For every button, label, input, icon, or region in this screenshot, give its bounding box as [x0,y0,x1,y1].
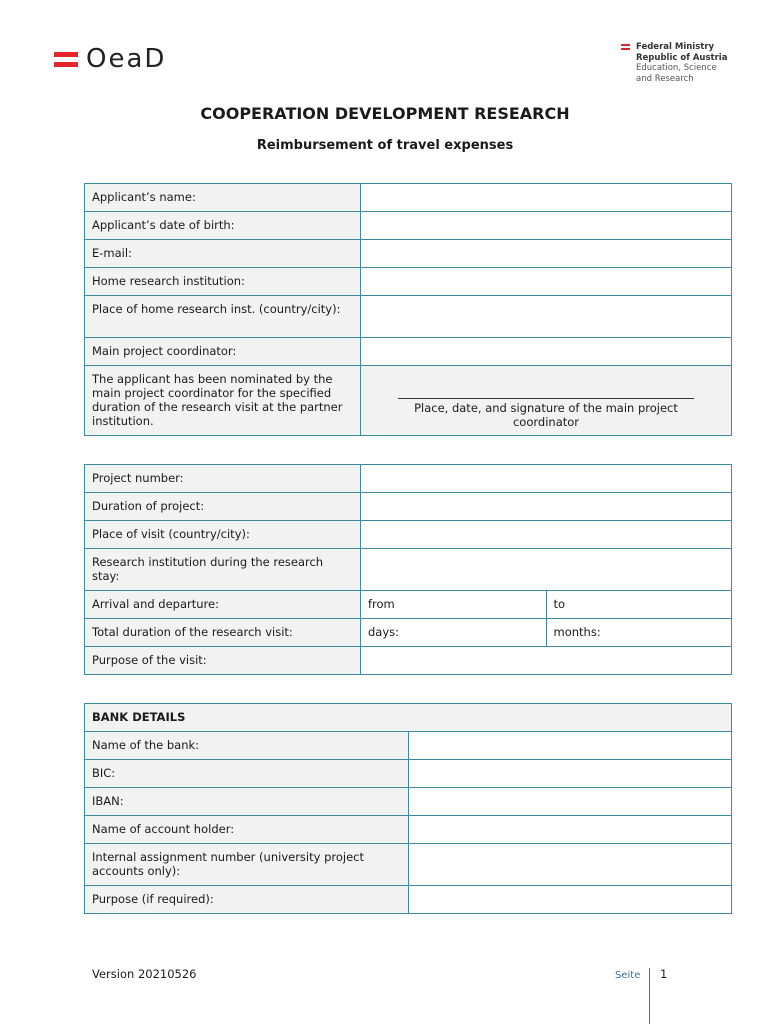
visit-place-label: Place of visit (country/city): [85,521,361,549]
applicant-name-field[interactable] [361,184,732,212]
project-duration-label: Duration of project: [85,493,361,521]
bank-purpose-field[interactable] [408,886,732,914]
nomination-text: The applicant has been nominated by the main project coordinator for the specified duration of the research visit at the partner institution. [85,366,361,436]
project-number-field[interactable] [361,465,732,493]
internal-number-label: Internal assignment number (university project accounts only): [85,844,409,886]
account-holder-field[interactable] [408,816,732,844]
small-flag-icon [621,44,630,50]
signature-caption: Place, date, and signature of the main project coordinator [398,398,694,429]
departure-to-field[interactable]: to [546,591,732,619]
seite-label: Seite [615,970,641,981]
coordinator-label: Main project coordinator: [85,338,361,366]
visit-purpose-label: Purpose of the visit: [85,647,361,675]
page-number: 1 [660,967,668,981]
applicant-table [84,183,732,436]
arrival-departure-label: Arrival and departure: [85,591,361,619]
dob-field[interactable] [361,212,732,240]
visit-place-field[interactable] [361,521,732,549]
bic-field[interactable] [408,760,732,788]
iban-field[interactable] [408,788,732,816]
page-title: COOPERATION DEVELOPMENT RESEARCH [200,104,570,123]
arrival-from-field[interactable]: from [361,591,547,619]
signature-field[interactable] [361,366,732,436]
research-institution-label: Research institution during the research stay: [85,549,361,591]
internal-number-field[interactable] [408,844,732,886]
ministry-line-3: Education, Science [636,63,717,73]
email-label: E-mail: [85,240,361,268]
ministry-logo [621,42,727,84]
project-table [84,464,732,675]
ministry-line-4: and Research [636,73,694,84]
bank-name-label: Name of the bank: [85,732,409,760]
page-subtitle: Reimbursement of travel expenses [256,138,514,153]
ministry-line-2: Republic of Austria [636,52,728,63]
research-institution-field[interactable] [361,549,732,591]
email-field[interactable] [361,240,732,268]
version-text: Version 20210526 [92,967,197,981]
home-institution-label: Home research institution: [85,268,361,296]
home-place-field[interactable] [361,296,732,338]
applicant-name-label: Applicant’s name: [85,184,361,212]
home-place-label: Place of home research inst. (country/city): [85,296,361,338]
visit-purpose-field[interactable] [361,647,732,675]
bank-table [84,703,732,914]
account-holder-label: Name of account holder: [85,816,409,844]
oead-logo [54,46,166,72]
austria-flag-icon [54,52,78,67]
bank-purpose-label: Purpose (if required): [85,886,409,914]
logo-text: OeaD [86,44,167,74]
days-field[interactable]: days: [361,619,547,647]
dob-label: Applicant’s date of birth: [85,212,361,240]
bank-details-heading: BANK DETAILS [85,704,732,732]
project-duration-field[interactable] [361,493,732,521]
bank-name-field[interactable] [408,732,732,760]
bic-label: BIC: [85,760,409,788]
footer-divider [649,968,650,1024]
coordinator-field[interactable] [361,338,732,366]
iban-label: IBAN: [85,788,409,816]
project-number-label: Project number: [85,465,361,493]
total-duration-label: Total duration of the research visit: [85,619,361,647]
ministry-line-1: Federal Ministry [636,42,715,52]
months-field[interactable]: months: [546,619,732,647]
home-institution-field[interactable] [361,268,732,296]
